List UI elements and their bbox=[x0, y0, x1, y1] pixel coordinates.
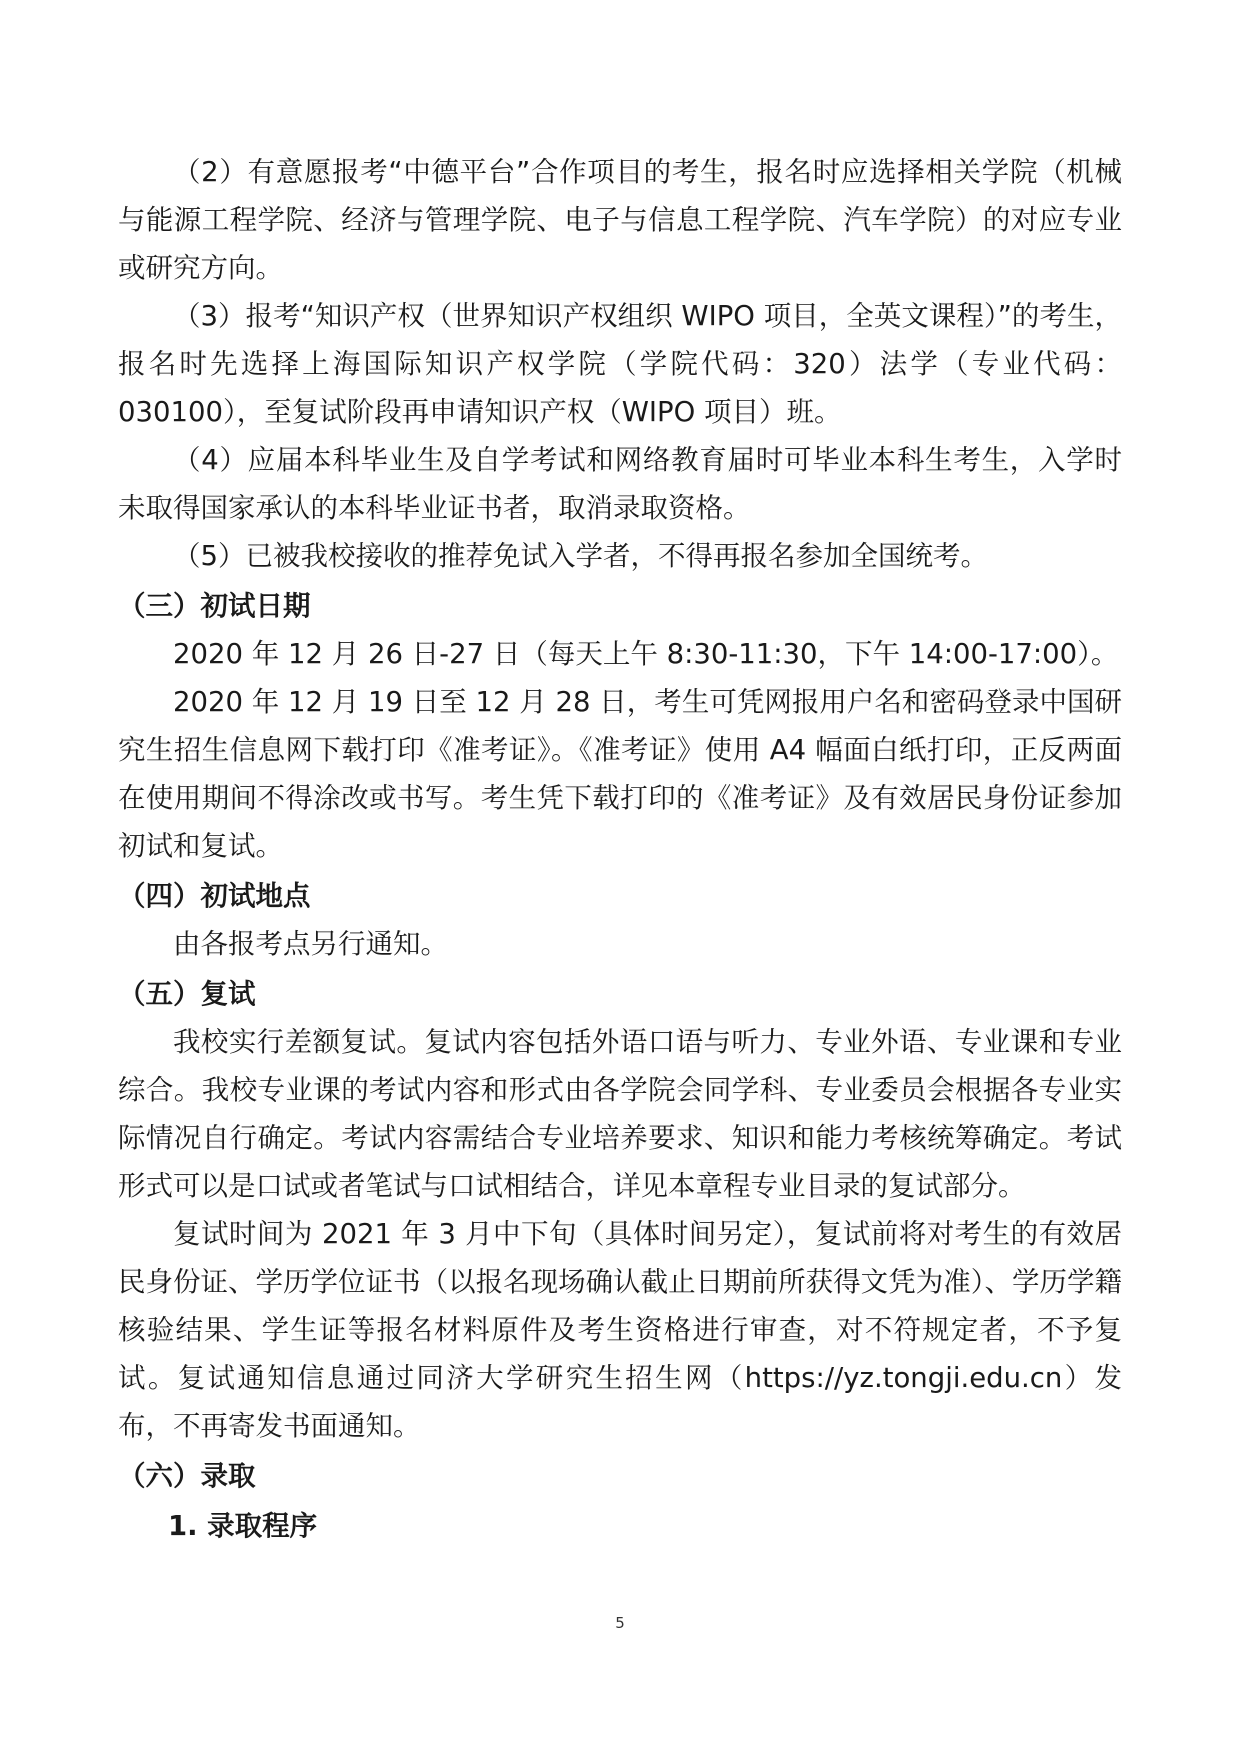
document-page bbox=[118, 148, 1122, 1550]
heading-re-examination: （五）复试 bbox=[118, 978, 256, 1010]
paragraph-wipo-program: （3）报考“知识产权（世界知识产权组织 WIPO 项目，全英文课程）”的考生，报名时先选择上海国际知识产权学院（学院代码：320）法学（专业代码：030100），至复试阶段再申请知识产权（WIPO 项目）班。 bbox=[118, 300, 1122, 428]
paragraph-re-exam-content: 我校实行差额复试。复试内容包括外语口语与听力、专业外语、专业课和专业综合。我校专业课的考试内容和形式由各学院会同学科、专业委员会根据各专业实际情况自行确定。考试内容需结合专业培养要求、知识和能力考核统筹确定。考试形式可以是口试或者笔试与口试相结合，详见本章程专业目录的复试部分。 bbox=[118, 1026, 1122, 1202]
paragraph-recommended-exemption: （5）已被我校接收的推荐免试入学者，不得再报名参加全国统考。 bbox=[173, 540, 988, 572]
heading-exam-date: （三）初试日期 bbox=[118, 590, 311, 622]
heading-admission: （六）录取 bbox=[118, 1460, 256, 1492]
subheading-admission-procedure: 1. 录取程序 bbox=[168, 1510, 318, 1542]
paragraph-exam-date: 2020 年 12 月 26 日-27 日（每天上午 8:30-11:30，下午 14:00-17:00）。 bbox=[173, 638, 1119, 670]
paragraph-graduation-certificate: （4）应届本科毕业生及自学考试和网络教育届时可毕业本科生考生，入学时未取得国家承认的本科毕业证书者，取消录取资格。 bbox=[118, 444, 1122, 524]
paragraph-re-exam-time: 复试时间为 2021 年 3 月中下旬（具体时间另定），复试前将对考生的有效居民身份证、学历学位证书（以报名现场确认截止日期前所获得文凭为准）、学历学籍核验结果、学生证等报名材料原件及考生资格进行审查，对不符规定者，不予复试。复试通知信息通过同济大学研究生招生网（https://yz.tongji.edu.cn）发布，不再寄发书面通知。 bbox=[118, 1218, 1122, 1442]
page-number: 5 bbox=[615, 1614, 625, 1632]
paragraph-admission-ticket: 2020 年 12 月 19 日至 12 月 28 日，考生可凭网报用户名和密码登录中国研究生招生信息网下载打印《准考证》。《准考证》使用 A4 幅面白纸打印，正反两面在使用期间不得涂改或书写。考生凭下载打印的《准考证》及有效居民身份证参加初试和复试。 bbox=[118, 686, 1122, 862]
paragraph-sino-german-platform: （2）有意愿报考“中德平台”合作项目的考生，报名时应选择相关学院（机械与能源工程学院、经济与管理学院、电子与信息工程学院、汽车学院）的对应专业或研究方向。 bbox=[118, 156, 1122, 284]
paragraph-exam-location: 由各报考点另行通知。 bbox=[173, 928, 448, 960]
heading-exam-location: （四）初试地点 bbox=[118, 880, 311, 912]
